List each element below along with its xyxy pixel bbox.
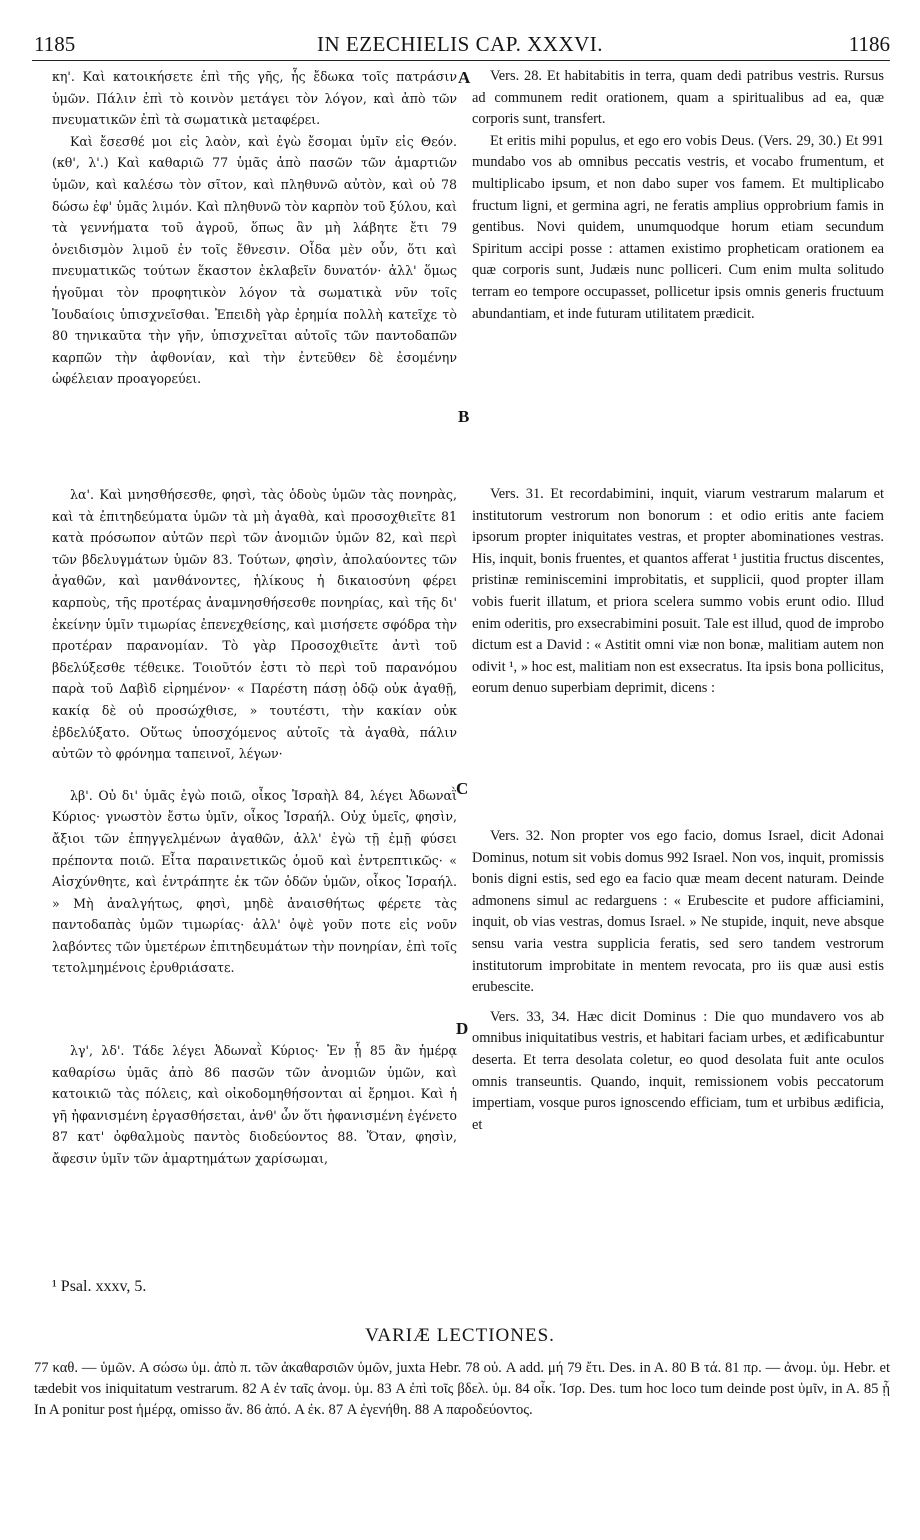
variae-lectiones-title: VARIÆ LECTIONES.: [365, 1325, 555, 1346]
latin-block-2: [472, 484, 884, 700]
margin-marker-b: B: [458, 407, 470, 426]
latin-block-3: [472, 826, 884, 1136]
variae-lectiones-text: 77 καθ. — ὑμῶν. A σώσω ὑμ. ἀπὸ π. τῶν ἀκαθαρσιῶν ὑμῶν, juxta Hebr. 78 οὐ. A add. μή 79 ἔτι. Des. in A. 80 B τά. 81 πρ. — ἀνομ. ὑμ. Hebr. et tædebit vos iniquitatum vestrarum. 82 A ἐν ταῖς ἀνομ. ὑμ. 83 A ἐπὶ τοῖς βδελ. ὑμ. 84 οἶκ. Ἰσρ. Des. tum hoc loco tum deinde post ὑμῖν, in A. 85 ᾗ In A ponitur post ἡμέρᾳ, omisso ἄν. 86 ἀπό. A ἐκ. 87 A ἐγενήθη. 88 A παροδεύοντος.: [34, 1360, 890, 1418]
latin-paragraph: Vers. 32. Non propter vos ego facio, domus Israel, dicit Adonai Dominus, notum sit vobis domus 992 Israel. Non vos, inquit, promissis bonis digni estis, sed ego ea facio quæ meam decent naturam. Deinde admonens simul ac redarguens : « Erubescite et pudore afficiamini, inquit, ob vias vestras, domus Israel. » Ne stupide, inquit, neve absque sensu varia vestra supplicia feratis, sed sero tandem vestrorum institutorum improbitate in mentem revocata, pro iis quæ ausi estis erubescite.: [472, 828, 884, 996]
latin-paragraph: Vers. 33, 34. Hæc dicit Dominus : Die quo mundavero vos ab omnibus iniquitatibus vestris, et habitari faciam urbes, et ædificabuntur deserta. Et terra desolata coletur, eo quod desolata fuit ante oculos omnis transeuntis. Quando, inquit, remissionem vobis peccatorum impertiam, vosque puros ignoscendo efficiam, tum et urbibus ædificia, et: [472, 1008, 884, 1133]
latin-paragraph: Et eritis mihi populus, et ego ero vobis Deus. (Vers. 29, 30.) Et 991 mundabo vos ab omnibus peccatis vestris, et vocabo frumentum, et multiplicabo ipsum, et non dabo super vos famem. Et multiplicabo fructum ligni, et germina agri, ne feratis amplius opprobrium famis in gentibus. Novi quidem, unumquodque horum etiam secundum Spiritum accipi posse : attamen existimo propheticam orationem ea quæ corporis sunt, Judæis nunc polliceri. Cum enim multa solitudo terram eo tempore occupasset, pollicetur ipsis omnis generis fructuum abundantiam, et inde futuram utilitatem prædicit.: [472, 132, 884, 322]
latin-paragraph: Vers. 31. Et recordabimini, inquit, viarum vestrarum malarum et institutorum vestrorum non bonorum : et odio eritis ante faciem ipsorum propter iniquitates vestras, et propter abominationes vestras. His, inquit, bonis fruentes, et quantos afferat ¹ justitia fructus discentes, pristinæ reminiscemini improbitatis, et supplicii, quod propter illam vobis fuerit illatum, et priora scelera summo vobis erunt odio. Illud enim oderitis, pro exsecrabimini posuit. Tale est illud, quod de improbo dictum est a David : « Astitit omni viæ non bonæ, malitiam autem non odivit ¹, » hoc est, malitiam non est exsecratus. Ita ipsis bona pollicitus, eorum denuo superbiam deprimit, dicens :: [472, 486, 884, 697]
greek-paragraph: λα'. Καὶ μνησθήσεσθε, φησὶ, τὰς ὁδοὺς ὑμῶν τὰς πονηρὰς, καὶ τὰ ἐπιτηδεύματα ὑμῶν τὰ μὴ ἀγαθὰ, καὶ προσοχθιεῖτε 81 κατὰ πρόσωπον αὐτῶν περὶ τῶν ἀνομιῶν ὑμῶν 82, καὶ περὶ τῶν βδελυγμάτων ὑμῶν 83. Τούτων, φησὶν, ἀπολαύοντες τῶν ἀγαθῶν, καὶ μανθάνοντες, ἡλίκους ἡ δικαιοσύνη φέρει καρποὺς, τῆς προτέρας ἀναμνησθήσεσθε πονηρίας, καὶ τῆς δι' ἐκείνην ὑμῖν τιμωρίας ἐπενεχθείσης, καὶ μισήσετε σφόδρα τὴν προτέραν παρανομίαν. Τὸ γὰρ Προσοχθιεῖτε ἀντὶ τοῦ βδελύξεσθε τέθεικε. Τοιοῦτόν ἐστι τὸ περὶ τοῦ παρανόμου παρὰ τοῦ Δαβὶδ εἰρημένον· « Παρέστη πάσῃ ὁδῷ οὐκ ἀγαθῇ, κακίᾳ δὲ οὐ προσώχθισε, » τουτέστι, τὴν κακίαν οὐκ ἐβδελύξατο. Οὕτως ὑποσχόμενος αὐτοῖς τὰ ἀγαθὰ, πάλιν αὐτῶν τὸ φρόνημα ταπεινοῖ, λέγων·: [52, 487, 457, 762]
latin-block-1: [472, 66, 884, 325]
greek-block-2: [52, 484, 457, 979]
greek-paragraph: λγ', λδ'. Τάδε λέγει Ἀδωναῒ Κύριος· Ἐν ᾗ 85 ἂν ἡμέρᾳ καθαρίσω ὑμᾶς ἀπὸ 86 πασῶν τῶν ἀνομιῶν ὑμῶν, καὶ κατοικιῶ τὰς πόλεις, καὶ οἰκοδομηθήσονται αἱ ἔρημοι. Καὶ ἡ γῆ ἠφανισμένη ἐργασθήσεται, ἀνθ' ὧν ὅτι ἠφανισμένη ἐγένετο 87 κατ' ὀφθαλμοὺς παντὸς διοδεύοντος 88. Ὅταν, φησὶν, ἄφεσιν ὑμῖν τῶν ἁμαρτημάτων χαρίσωμαι,: [52, 1043, 457, 1166]
header-rule: [32, 60, 890, 61]
margin-marker-d: D: [456, 1019, 469, 1038]
greek-block-1: [52, 66, 457, 390]
running-title: IN EZECHIELIS CAP. XXXVI.: [316, 32, 604, 56]
latin-paragraph: Vers. 28. Et habitabitis in terra, quam dedi patribus vestris. Rursus ad communem redit orationem, quam a spiritualibus ad ea, quæ corporis sunt, transfert.: [472, 68, 884, 128]
page-number-right: 1186: [848, 32, 890, 56]
margin-marker-c: C: [456, 779, 469, 798]
margin-marker-a: A: [458, 68, 471, 87]
greek-block-3: [52, 1040, 457, 1170]
page-number-left: 1185: [34, 32, 76, 56]
greek-paragraph: κη'. Καὶ κατοικήσετε ἐπὶ τῆς γῆς, ἧς ἔδωκα τοῖς πατράσιν ὑμῶν. Πάλιν ἐπὶ τὸ κοινὸν μετάγει τὸν λόγον, καὶ ἀπὸ τῶν πνευματικῶν ἐπὶ τὰ σωματικὰ μεταφέρει.: [52, 69, 457, 128]
greek-paragraph: λβ'. Οὐ δι' ὑμᾶς ἐγὼ ποιῶ, οἶκος Ἰσραὴλ 84, λέγει Ἀδωναῒ Κύριος· γνωστὸν ἔστω ὑμῖν, οἶκος Ἰσραήλ. Οὐχ ὑμεῖς, φησὶν, ἄξιοι τῶν ἐπηγγελμένων ἀγαθῶν, ἀλλ' ἐγὼ τῇ ἐμῇ φύσει πρέποντα ποιῶ. Εἶτα παραινετικῶς ὁμοῦ καὶ ἐντρεπτικῶς· « Αἰσχύνθητε, καὶ ἐντράπητε ἐκ τῶν ὁδῶν ὑμῶν, οἶκος Ἰσραήλ. » Μὴ ἀναλγήτως, φησὶ, μηδὲ ἀναισθήτως φέρετε τὰς παντοδαπὰς ὑμῶν τιμωρίας· ἀλλ' ὀψὲ γοῦν ποτε εἰς νοῦν λαβόντες τῶν ὑμετέρων ἐπιτηδευμάτων τὴν πονηρίαν, ἐπὶ τοῖς τετολμημένοις ἐρυθριάσατε.: [52, 787, 457, 976]
footnote: ¹ Psal. xxxv, 5.: [52, 1278, 147, 1295]
greek-paragraph: Καὶ ἔσεσθέ μοι εἰς λαὸν, καὶ ἐγὼ ἔσομαι ὑμῖν εἰς Θεόν. (κθ', λ'.) Καὶ καθαριῶ 77 ὑμᾶς ἀπὸ πασῶν τῶν ἁμαρτιῶν ὑμῶν, καὶ καλέσω τὸν σῖτον, καὶ πληθυνῶ αὐτὸν, καὶ οὐ 78 δώσω ἐφ' ὑμᾶς λιμόν. Καὶ πληθυνῶ τὸν καρπὸν τοῦ ξύλου, καὶ τὰ γεννήματα τοῦ ἀγροῦ, ὅπως ἂν μὴ λάβητε ἔτι 79 ὀνειδισμὸν λιμοῦ ἐν τοῖς ἔθνεσιν. Οἶδα μὲν οὖν, ὅτι καὶ πνευματικῶς τούτων ἕκαστον ἐκλαβεῖν δυνατόν· ἀλλ' ὅμως ἡγοῦμαι τὸν προφητικὸν λόγον τὰ σωματικὰ νῦν τοῖς Ἰουδαίοις ὑπισχνεῖσθαι. Ἐπειδὴ γὰρ ἐρημία πολλὴ κατεῖχε τὸ 80 τηνικαῦτα τὴν γῆν, ὑπισχνεῖται αὐτοῖς τῶν παντοδαπῶν καρπῶν τὴν ἀφθονίαν, καὶ τὴν ἐντεῦθεν δὲ ἐσομένην ὠφέλειαν προαγορεύει.: [52, 133, 457, 387]
